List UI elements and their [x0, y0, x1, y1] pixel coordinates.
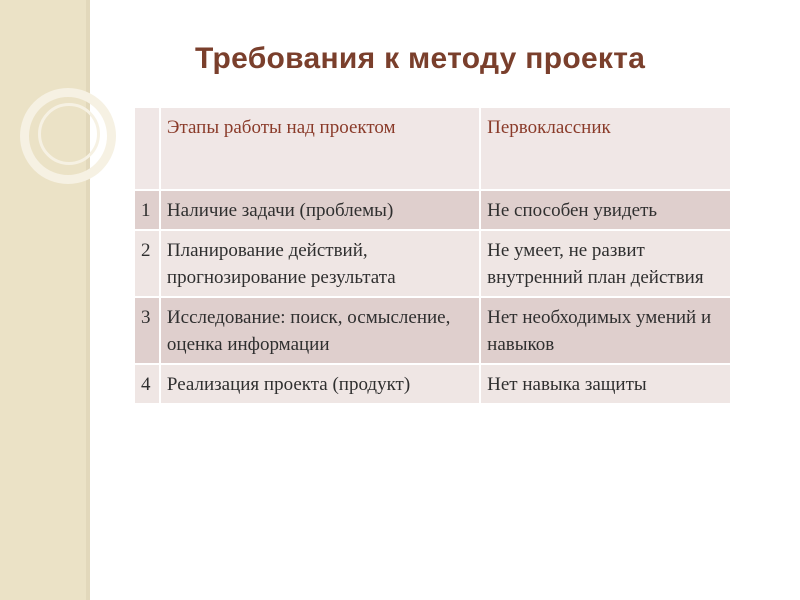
stage-text: Планирование действий, прогнозирование результата — [166, 240, 396, 288]
first-grader-text: Не умеет, не развит внутренний план действия — [487, 240, 704, 288]
row-number: 4 — [134, 364, 160, 404]
header-number-cell — [134, 107, 160, 190]
first-grader-cell — [480, 364, 731, 404]
first-grader-text: Нет навыка защиты — [487, 374, 647, 395]
table-row — [134, 230, 731, 297]
stage-cell — [160, 230, 480, 297]
first-grader-cell — [480, 297, 731, 364]
first-grader-text: Не способен увидеть — [487, 200, 658, 221]
table-row — [134, 364, 731, 404]
stage-text: Исследование: поиск, осмысление, оценка информации — [166, 307, 451, 355]
table-row — [134, 297, 731, 364]
table-row — [134, 190, 731, 230]
stage-cell — [160, 364, 480, 404]
row-number: 2 — [134, 230, 160, 297]
requirements-table — [133, 106, 732, 405]
decorative-side-edge — [86, 0, 90, 600]
header-stages: Этапы работы над проектом — [160, 107, 480, 190]
row-number: 1 — [134, 190, 160, 230]
row-number: 3 — [134, 297, 160, 364]
header-first-grader: Первоклассник — [480, 107, 731, 190]
table-header-row — [134, 107, 731, 190]
first-grader-cell — [480, 230, 731, 297]
stage-cell — [160, 190, 480, 230]
stage-cell — [160, 297, 480, 364]
stage-text: Наличие задачи (проблемы) — [166, 200, 394, 221]
first-grader-cell — [480, 190, 731, 230]
stage-text: Реализация проекта (продукт) — [166, 374, 411, 395]
decorative-ring-inner — [38, 103, 100, 165]
slide-title: Требования к методу проекта — [195, 42, 646, 75]
first-grader-text: Нет необходимых умений и навыков — [487, 307, 712, 355]
